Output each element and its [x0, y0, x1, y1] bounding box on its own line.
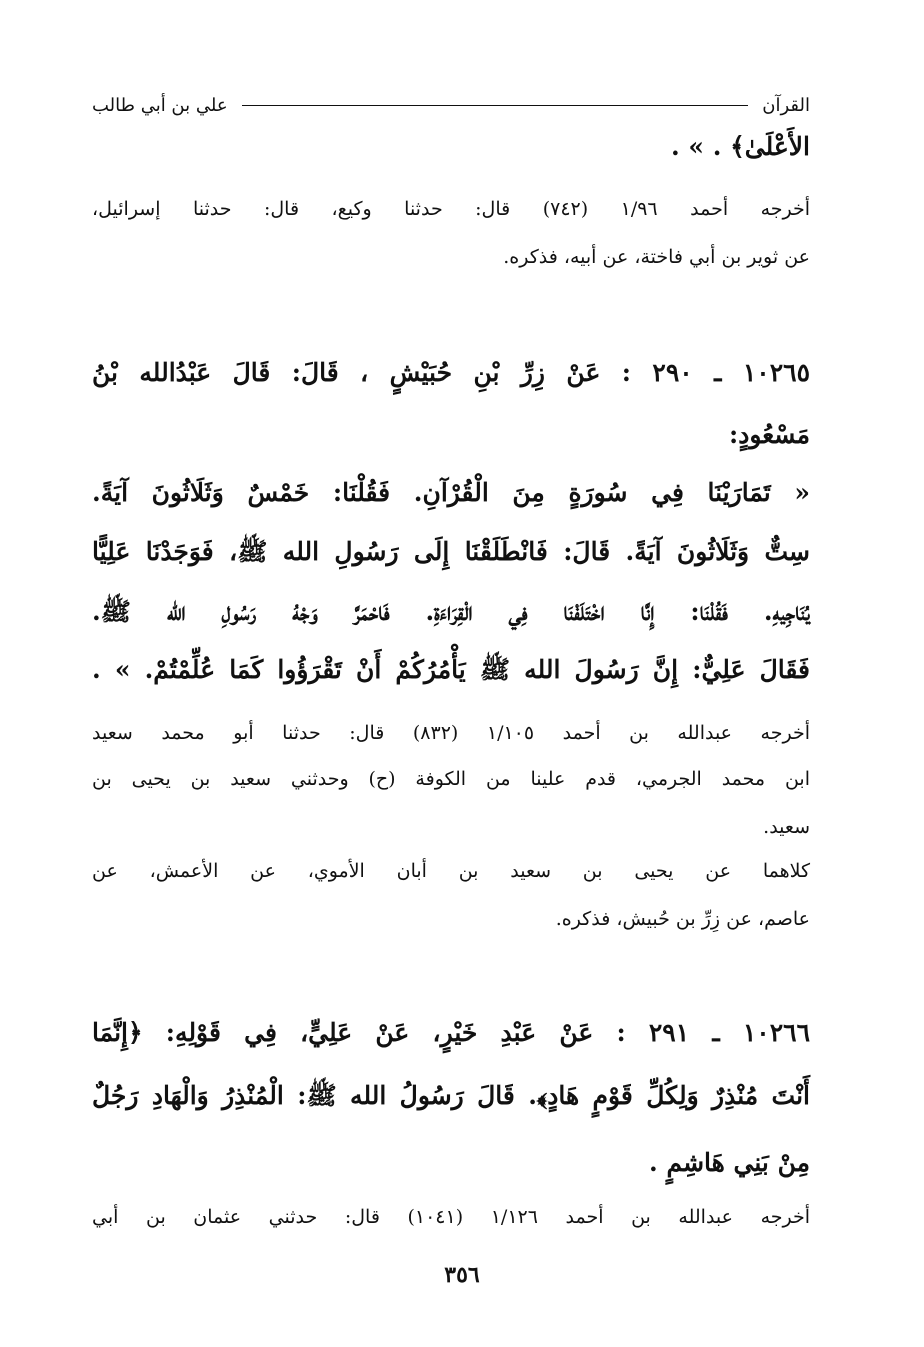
page-number: ٣٥٦: [444, 1262, 480, 1288]
header-chapter-title: علي بن أبي طالب: [92, 94, 228, 116]
source-291-line-1: أخرجه عبدالله بن أحمد ١/١٢٦ (١٠٤١) قال: حدثني عثمان بن أبي: [92, 1206, 811, 1228]
source-290-line-2: ابن محمد الجرمي، قدم علينا من الكوفة (ح) وحدثني سعيد بن يحيى بن: [92, 768, 810, 790]
hadith-290-text-line-2: سِتٌّ وَثَلَاثُونَ آيَةً. قَالَ: فَانْطَلَقْنَا إِلَى رَسُولِ الله ﷺ، فَوَجَدْنَا عَلِيًّا: [92, 537, 810, 566]
hadith-289-closing-line: الأَعْلَىٰ﴾ . » .: [670, 132, 810, 161]
hadith-290-text-line-4: فَقَالَ عَلِيٌّ: إِنَّ رَسُولَ الله ﷺ يَأْمُرُكُمْ أَنْ تَقْرَؤُوا كَمَا عُلِّمْتُمْ. » .: [92, 655, 810, 684]
hadith-290-narrator: مَسْعُودٍ:: [728, 420, 810, 449]
source-290-line-3: سعيد.: [763, 816, 810, 838]
hadith-291-text-line-2: مِنْ بَنِي هَاشِمٍ .: [649, 1148, 810, 1177]
source-289-line-2: عن ثوير بن أبي فاختة، عن أبيه، فذكره.: [503, 246, 810, 268]
source-289-line-1: أخرجه أحمد ١/٩٦ (٧٤٢) قال: حدثنا وكيع، قال: حدثنا إسرائيل،: [92, 198, 811, 220]
hadith-290-text-line-1: « تَمَارَيْنَا فِي سُورَةٍ مِنَ الْقُرْآنِ. فَقُلْنَا: خَمْسٌ وَثَلَاثُونَ آيَةً.: [92, 478, 810, 507]
hadith-290-heading: ١٠٢٦٥ ـ ٢٩٠ : عَنْ زِرِّ بْنِ حُبَيْشٍ ، قَالَ: قَالَ عَبْدُالله بْنُ: [92, 358, 811, 387]
hadith-291-text-line-1: أَنْتَ مُنْذِرٌ وَلِكُلِّ قَوْمٍ هَادٍ﴾. قَالَ رَسُولُ الله ﷺ: الْمُنْذِرُ وَالْهَادِ رَجُلٌ: [92, 1081, 810, 1110]
running-header: [92, 88, 810, 122]
source-290-line-1: أخرجه عبدالله بن أحمد ١/١٠٥ (٨٣٢) قال: حدثنا أبو محمد سعيد: [92, 722, 810, 744]
header-rule: [242, 105, 749, 106]
source-290-line-5: عاصم، عن زِرِّ بن حُبيش، فذكره.: [555, 908, 810, 930]
source-290-line-4: كلاهما عن يحيى بن سعيد بن أبان الأموي، عن الأعمش، عن: [92, 860, 810, 882]
hadith-290-text-line-3: يُنَاجِيهِ. فَقُلْنَا: إِنَّا اخْتَلَفْنَا فِي الْقِرَاءَةِ. فَاحْمَرَّ وَجْهُ رَسُولِ الله ﷺ.: [92, 597, 810, 626]
header-section-title: القرآن: [762, 94, 810, 116]
hadith-291-heading: ١٠٢٦٦ ـ ٢٩١ : عَنْ عَبْدِ خَيْرٍ، عَنْ عَلِيٍّ، فِي قَوْلِهِ: ﴿إِنَّمَا: [92, 1018, 811, 1047]
